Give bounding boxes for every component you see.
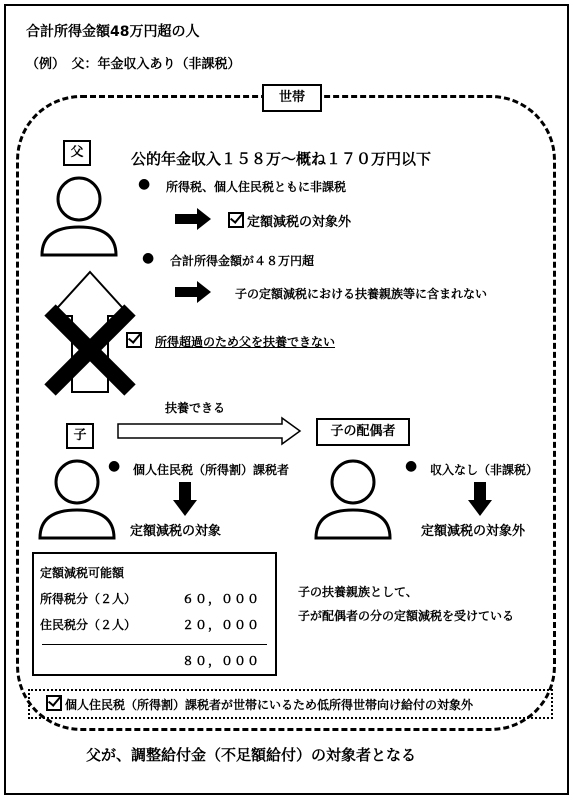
calc-total: ８０，０００: [182, 654, 261, 668]
right-arrow-icon: [175, 281, 213, 303]
checkbox-icon: [46, 695, 62, 711]
down-arrow-icon: [173, 482, 197, 516]
checkbox-icon: [126, 332, 142, 348]
example-caption: （例） 父：年金収入あり（非課税）: [26, 57, 241, 72]
page-title: 合計所得金額48万円超の人: [26, 24, 200, 40]
conclusion: 父が、調整給付金（不足額給付）の対象者となる: [86, 746, 417, 764]
calc-row-label: 住民税分（２人）: [40, 618, 137, 632]
spouse-label: 子の配偶者: [316, 418, 410, 446]
right-arrow-icon: [175, 208, 213, 230]
child-result: 定額減税の対象: [130, 524, 222, 539]
bullet-icon: ●: [142, 250, 155, 266]
low-income-note-row: [46, 695, 473, 713]
household-label: 世帯: [262, 84, 322, 112]
down-arrow-icon: [468, 482, 492, 516]
crossed-up-arrow-icon: [40, 268, 140, 396]
reduction-calc-box: [32, 552, 277, 676]
father-label: 父: [63, 140, 91, 166]
cannot-support-row: [126, 332, 335, 350]
father-person-icon: [36, 172, 122, 260]
father-bullet1: 所得税、個人住民税ともに非課税: [166, 180, 347, 194]
cannot-support-text: 所得超過のため父を扶養できない: [155, 335, 336, 349]
spouse-bullet: 収入なし（非課税）: [430, 463, 539, 477]
father-pension-heading: 公的年金収入１５８万～概ね１７０万円以下: [131, 150, 432, 168]
low-income-note: 個人住民税（所得割）課税者が世帯にいるため低所得世帯向け給付の対象外: [65, 698, 474, 712]
father-result1-row: [228, 211, 351, 230]
spouse-person-icon: [310, 455, 396, 543]
father-result2: 子の定額減税における扶養親族等に含まれない: [235, 287, 488, 301]
note-line2: 子が配偶者の分の定額減税を受けている: [298, 609, 515, 623]
calc-row-label: 所得税分（２人）: [40, 592, 137, 606]
spouse-result: 定額減税の対象外: [421, 524, 526, 539]
bullet-icon: ●: [108, 458, 121, 474]
bullet-icon: ●: [138, 176, 151, 192]
calc-heading: 定額減税可能額: [40, 566, 125, 580]
child-bullet: 個人住民税（所得割）課税者: [133, 463, 290, 477]
note-line1: 子の扶養親族として、: [298, 585, 418, 599]
outline-right-arrow-icon: [116, 416, 304, 446]
calc-row-value: ６０，０００: [182, 592, 261, 606]
father-result1: 定額減税の対象外: [247, 215, 352, 230]
can-support-label: 扶養できる: [165, 401, 226, 415]
checkbox-icon: [228, 212, 244, 228]
child-label: 子: [66, 423, 94, 449]
bullet-icon: ●: [405, 458, 418, 474]
calc-row-value: ２０，０００: [182, 618, 261, 632]
father-bullet2: 合計所得金額が４８万円超: [170, 254, 315, 268]
calc-divider: [42, 644, 267, 645]
